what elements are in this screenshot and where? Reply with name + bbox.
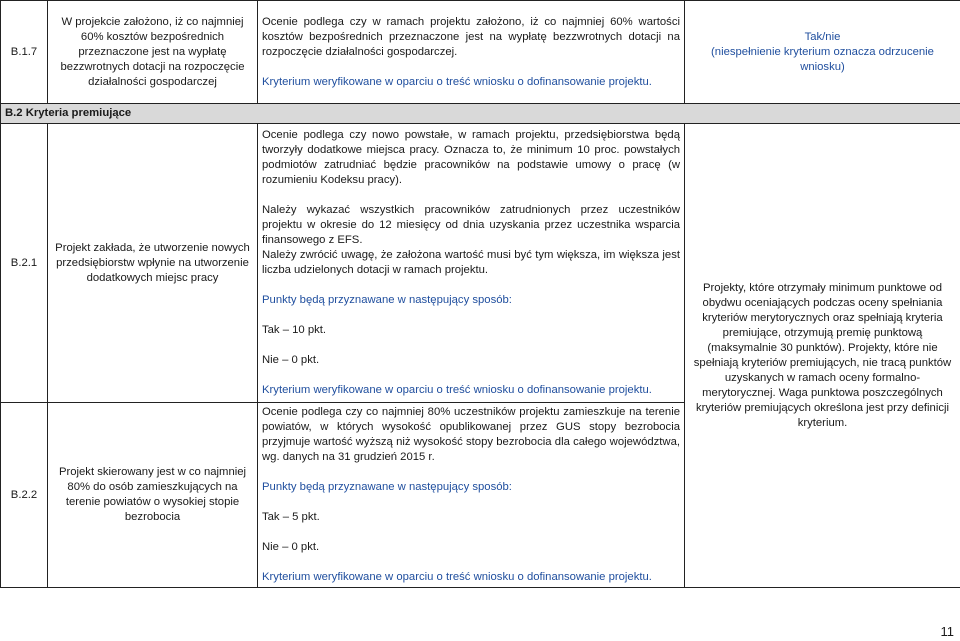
section-row-b2 [1,104,960,124]
description-text: Ocenie podlega czy w ramach projektu założono, iż co najmniej 60% wartości kosztów bezpośrednich przeznaczone jest na wypłatę bezzwrotnych dotacji na rozpoczęcie działalności gospodarczej. [262,15,680,58]
section-heading: B.2 Kryteria premiujące [1,104,960,124]
criterion-requirement [685,1,960,104]
requirement-note: (niespełnienie kryterium oznacza odrzucenie wniosku) [711,45,934,73]
points-yes: Tak – 10 pkt. [262,324,327,336]
criterion-number: B.2.1 [1,124,48,403]
criterion-number: B.2.2 [1,403,48,588]
description-text: Ocenie podlega czy nowo powstałe, w ramach projektu, przedsiębiorstwa będą tworzyły dodatkowe miejsca pracy. Oznacza to, że minimum 10 proc. powstałych podmiotów zatrudniać będzie pracowników na podstawie umowy o pracę (w rozumieniu Kodeksu pracy). [262,129,680,186]
points-no: Nie – 0 pkt. [262,354,320,366]
points-intro: Punkty będą przyznawane w następujący sposób: [262,481,512,493]
criterion-name: W projekcie założono, iż co najmniej 60% kosztów bezpośrednich przeznaczone jest na wypłatę bezzwrotnych dotacji na rozpoczęcie działalności gospodarczej [48,1,258,104]
description-text: Należy wykazać wszystkich pracowników zatrudnionych przez uczestników projektu w okresie do 12 miesięcy od dnia uzyskania przez uczestnika wsparcia finansowego z EFS. [262,204,680,246]
criterion-name: Projekt skierowany jest w co najmniej 80% do osób zamieszkujących na terenie powiatów o wysokiej stopie bezrobocia [48,403,258,588]
description-text: Ocenie podlega czy co najmniej 80% uczestników projektu zamieszkuje na terenie powiatów, w których wysokość opublikowanej przez GUS stopy bezrobocia przyjmuje wartość wyższą niż wysokość stopy bezrobocia dla całego województwa, wg. danych na 31 grudzień 2015 r. [262,406,680,463]
description-text: Należy zwrócić uwagę, że założona wartość musi być tym większa, im większa jest liczba udzielonych dotacji w ramach projektu. [262,249,680,276]
page-number: 11 [940,624,954,639]
points-no: Nie – 0 pkt. [262,541,320,553]
criterion-name: Projekt zakłada, że utworzenie nowych przedsiębiorstw wpłynie na utworzenie dodatkowych miejsc pracy [48,124,258,403]
criterion-description [258,124,685,403]
criterion-row-b21 [1,124,960,403]
criterion-number: B.1.7 [1,1,48,104]
verification-text: Kryterium weryfikowane w oparciu o treść wniosku o dofinansowanie projektu. [262,75,652,88]
criterion-description [258,403,685,588]
points-intro: Punkty będą przyznawane w następujący sposób: [262,294,512,306]
requirement-value: Tak/nie [804,30,841,43]
criterion-row-b17 [1,1,960,104]
verification-text: Kryterium weryfikowane w oparciu o treść wniosku o dofinansowanie projektu. [262,571,652,583]
criterion-description [258,1,685,104]
points-yes: Tak – 5 pkt. [262,511,320,523]
verification-text: Kryterium weryfikowane w oparciu o treść wniosku o dofinansowanie projektu. [262,384,652,396]
criterion-requirement: Projekty, które otrzymały minimum punktowe od obydwu oceniających podczas oceny spełniania kryteriów merytorycznych oraz spełniają kryteria premiujące, otrzymują premię punktową (maksymalnie 30 punktów). Projekty, które nie spełniają kryteriów premiujących, nie tracą punktów uzyskanych w ramach oceny formalno-merytorycznej. Waga punktowa poszczególnych kryteriów premiujących określona jest przy definicji kryterium. [685,124,960,588]
